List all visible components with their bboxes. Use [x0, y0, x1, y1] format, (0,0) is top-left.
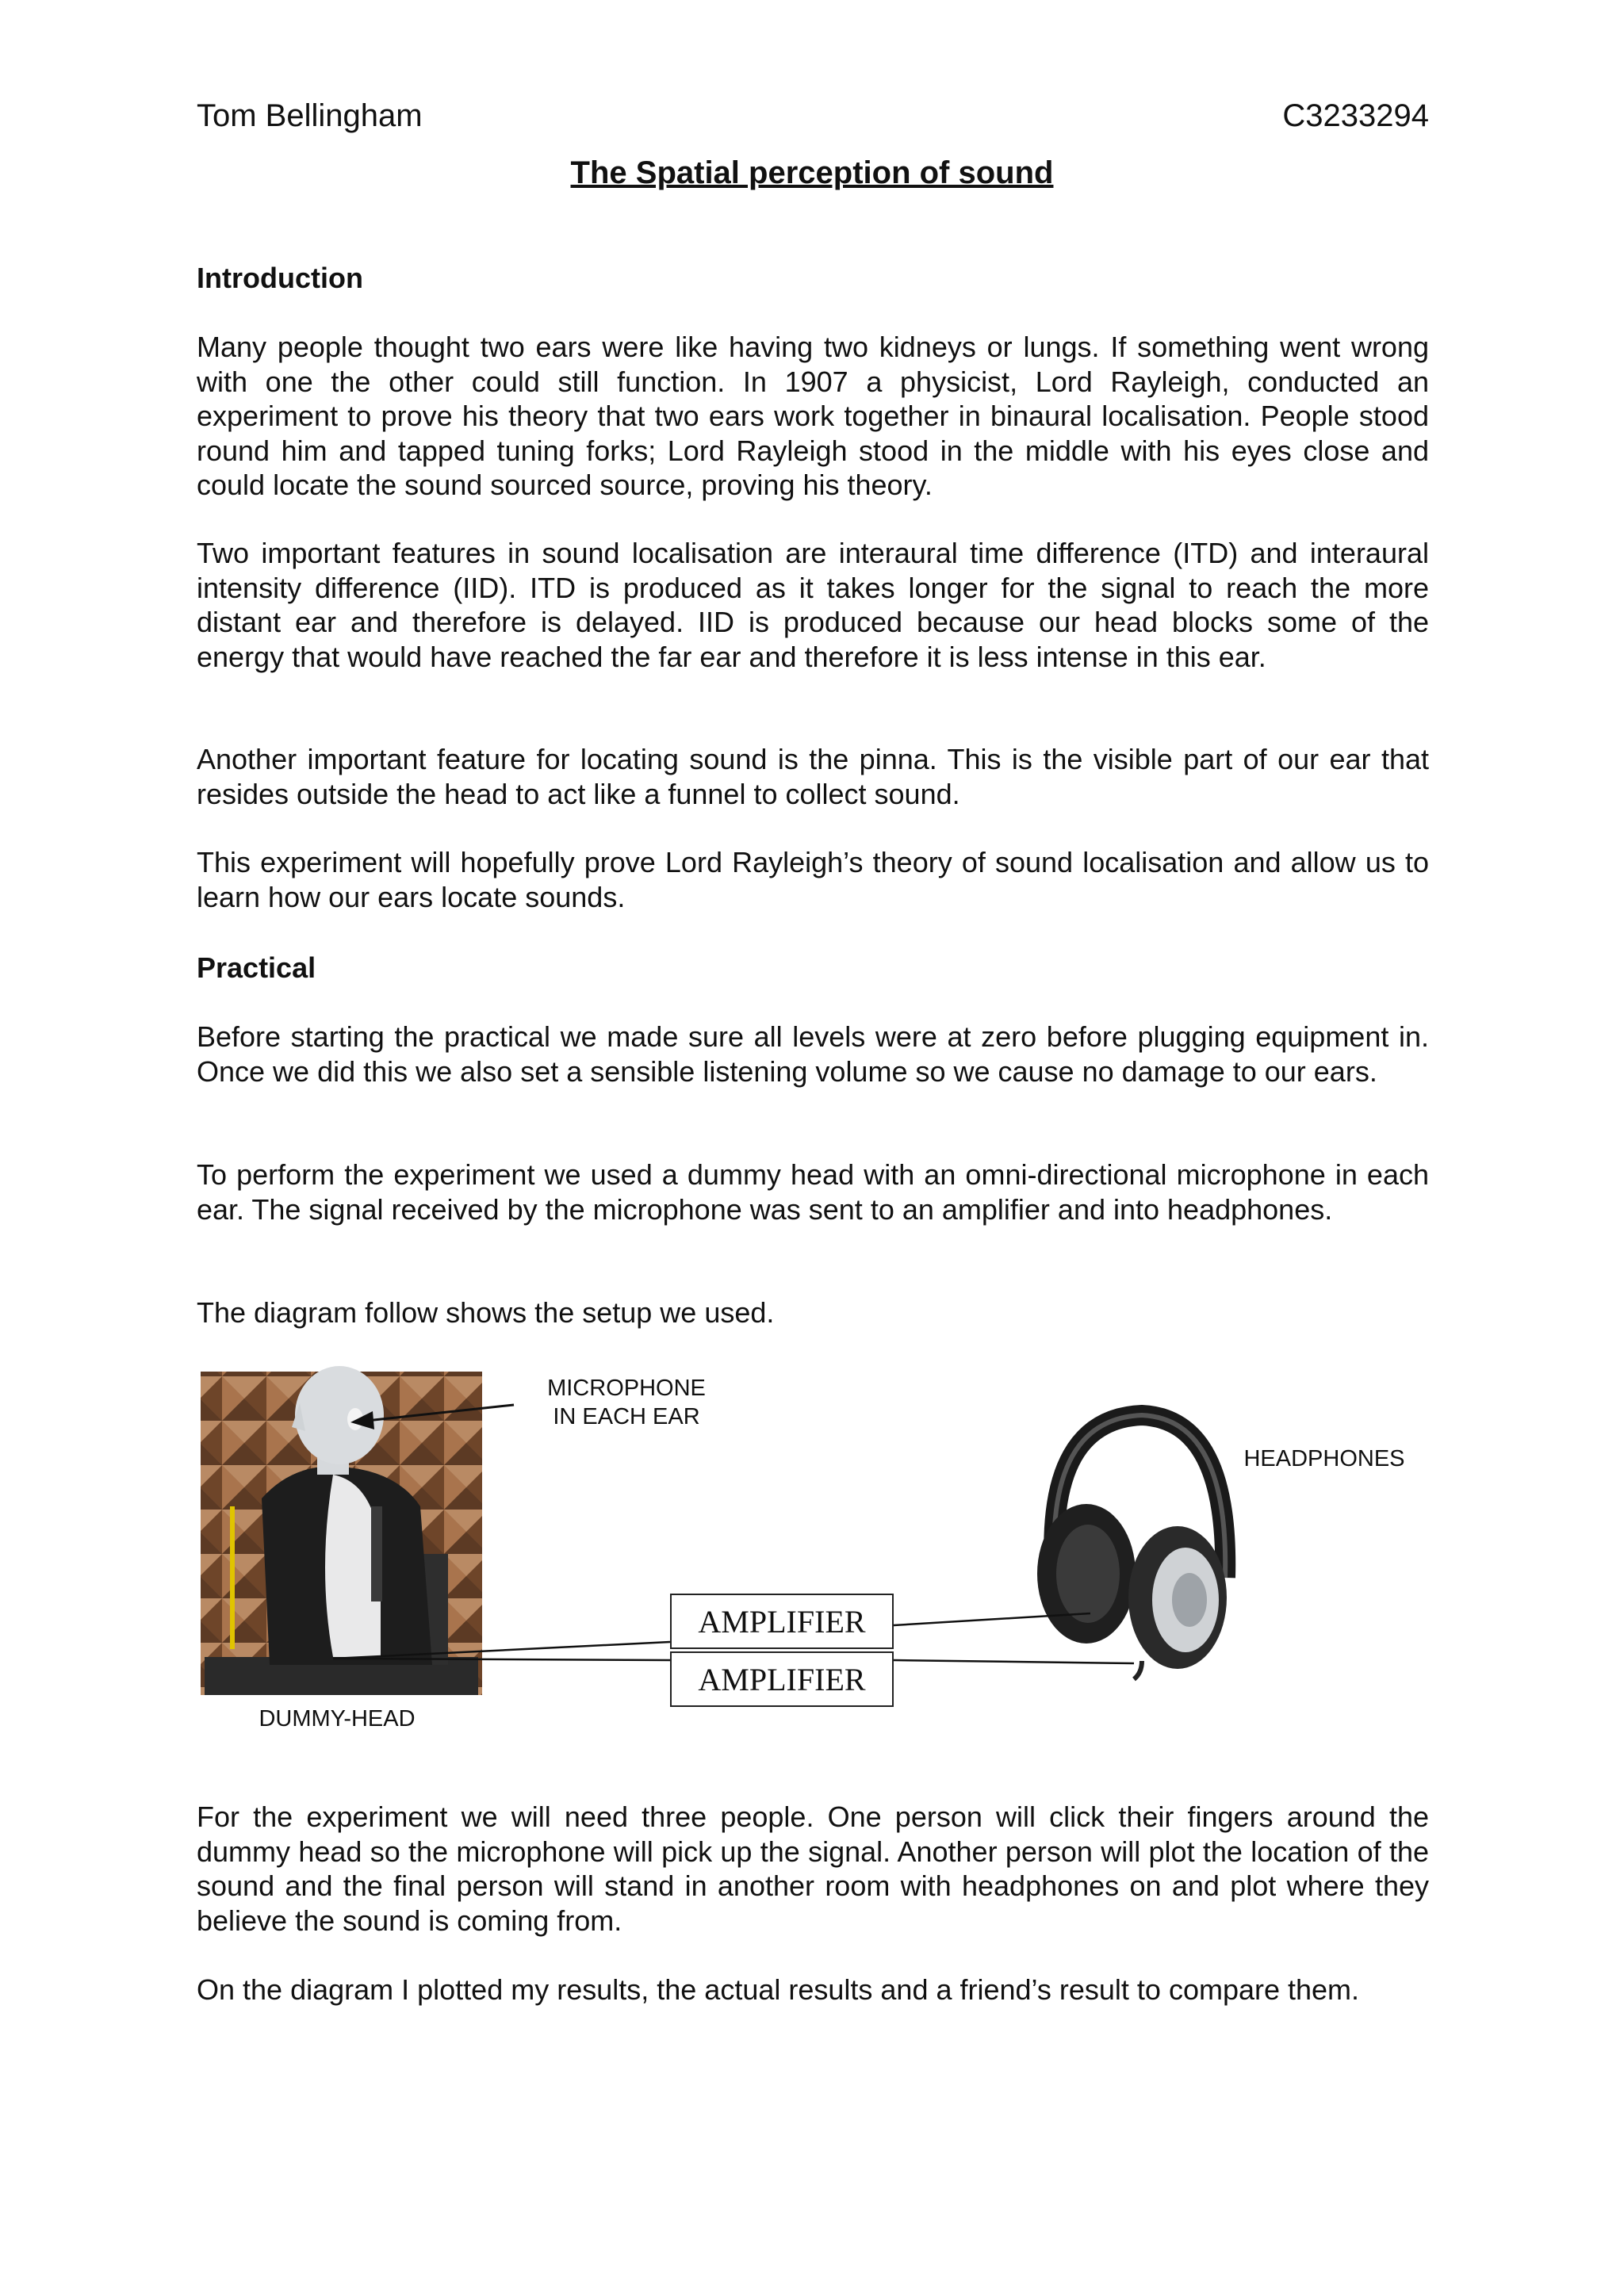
- author-name: Tom Bellingham: [197, 98, 423, 133]
- intro-paragraph-2: Two important features in sound localisation are interaural time difference (ITD) and interaural intensity difference (IID). ITD is produced as it takes longer for the signal to reach the more distant ear and therefore is delayed. IID is produced because our head blocks some of the energy that would have reached the far ear and therefore it is less intense in this ear.: [197, 537, 1429, 673]
- practical-paragraph-3: The diagram follow shows the setup we used.: [197, 1296, 775, 1329]
- amplifier-box-bottom: AMPLIFIER: [670, 1651, 894, 1707]
- document-title: The Spatial perception of sound: [570, 155, 1054, 190]
- microphone-label-line1: MICROPHONE: [547, 1376, 706, 1401]
- amplifier-box-top: AMPLIFIER: [670, 1594, 894, 1649]
- page-header: [197, 94, 1429, 138]
- practical-paragraph-5: On the diagram I plotted my results, the actual results and a friend’s result to compare them.: [197, 1973, 1360, 2006]
- intro-paragraph-1: Many people thought two ears were like having two kidneys or lungs. If something went wrong with one the other could still function. In 1907 a physicist, Lord Rayleigh, conducted an experiment to prove his theory that two ears work together in binaural localisation. People stood round him and tapped tuning forks; Lord Rayleigh stood in the middle with his eyes close and could locate the sound sourced source, proving his theory.: [197, 331, 1429, 501]
- microphone-arrow: [350, 1405, 514, 1429]
- practical-paragraph-2: To perform the experiment we used a dummy head with an omni-directional microphone in each ear. The signal received by the microphone was sent to an amplifier and into headphones.: [197, 1158, 1429, 1226]
- student-id: C3233294: [1282, 98, 1429, 133]
- intro-paragraph-3: Another important feature for locating sound is the pinna. This is the visible part of our ear that resides outside the head to act like a funnel to collect sound.: [197, 743, 1429, 810]
- dummy-head-photo: [201, 1366, 482, 1695]
- microphone-label: [515, 1374, 737, 1431]
- microphone-label-line2: IN EACH EAR: [553, 1404, 700, 1429]
- headphones-label: HEADPHONES: [1243, 1446, 1405, 1471]
- dummy-head-label: DUMMY-HEAD: [259, 1706, 416, 1732]
- introduction-heading: Introduction: [197, 262, 363, 294]
- practical-paragraph-4: For the experiment we will need three people. One person will click their fingers around the dummy head so the microphone will pick up the signal. Another person will plot the location of the sound and the final person will stand in another room with headphones on and plot where they believe the sound is coming from.: [197, 1800, 1429, 1937]
- practical-paragraph-1: Before starting the practical we made sure all levels were at zero before plugging equipment in. Once we did this we also set a sensible listening volume so we cause no damage to our ears.: [197, 1020, 1429, 1088]
- practical-heading: Practical: [197, 951, 316, 984]
- headphones-image: [1037, 1415, 1227, 1679]
- intro-paragraph-4: This experiment will hopefully prove Lord Rayleigh’s theory of sound localisation and allow us to learn how our ears locate sounds.: [197, 846, 1429, 913]
